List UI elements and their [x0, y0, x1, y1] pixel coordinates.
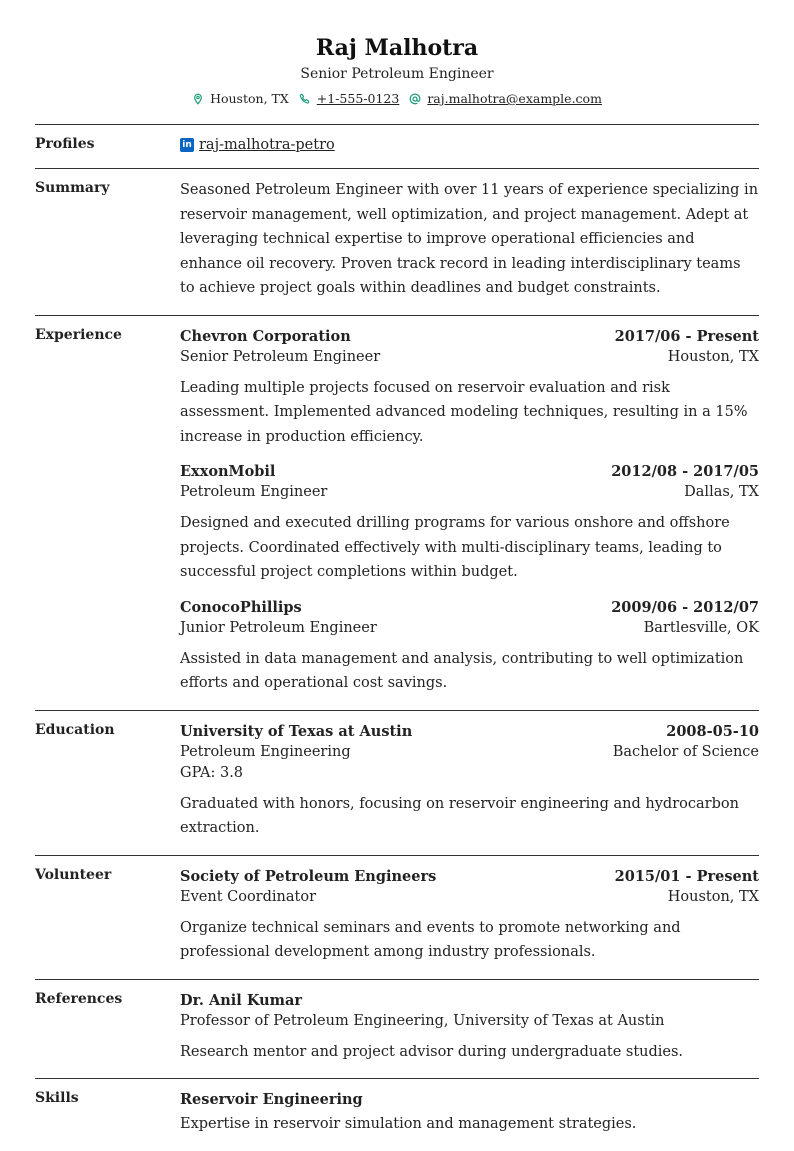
location-text: Houston, TX	[210, 91, 289, 106]
resume-header	[35, 0, 759, 108]
profiles-body	[180, 125, 759, 168]
at-sign-icon	[409, 93, 421, 105]
job-location: Dallas, TX	[684, 484, 759, 500]
skill-name: Reservoir Engineering	[180, 1091, 363, 1108]
resume-page	[35, 0, 759, 1151]
contact-email	[409, 90, 602, 108]
references-section	[35, 979, 759, 1079]
profiles-section	[35, 124, 759, 168]
skill-description: Expertise in reservoir simulation and management strategies.	[180, 1116, 637, 1132]
education-body	[180, 711, 759, 855]
experience-item	[180, 597, 759, 696]
company-name: ConocoPhillips	[180, 598, 302, 616]
date-range: 2012/08 - 2017/05	[611, 463, 759, 480]
section-title-references: References	[35, 990, 123, 1007]
person-headline: Senior Petroleum Engineer	[300, 66, 494, 82]
gpa-score: GPA: 3.8	[180, 764, 244, 781]
position-title: Petroleum Engineer	[180, 484, 328, 500]
job-description: Designed and executed drilling programs for various onshore and offshore projects. Coordinated effectively with multi-disciplinary teams, leading to successful project completions within budget.	[180, 515, 730, 580]
position-title: Senior Petroleum Engineer	[180, 348, 381, 365]
section-title-skills: Skills	[35, 1090, 79, 1106]
degree-type: Bachelor of Science	[612, 743, 759, 760]
job-description: Leading multiple projects focused on reservoir evaluation and risk assessment. Implemented advanced modeling techniques, resulting in a 15% increase in production efficiency.	[180, 379, 748, 445]
section-title-experience: Experience	[35, 326, 122, 343]
section-title-summary: Summary	[35, 180, 110, 196]
education-section	[35, 710, 759, 855]
volunteer-section	[35, 855, 759, 979]
section-title-volunteer: Volunteer	[35, 866, 112, 883]
company-name: Chevron Corporation	[180, 327, 351, 345]
date-range: 2009/06 - 2012/07	[611, 598, 759, 616]
job-location: Houston, TX	[667, 348, 759, 365]
volunteer-body	[180, 856, 759, 979]
email-link[interactable]: raj.malhotra@example.com	[427, 91, 602, 106]
contact-bar	[35, 90, 759, 108]
phone-link[interactable]: +1-555-0123	[316, 91, 400, 106]
experience-item	[180, 326, 759, 450]
institution-name: University of Texas at Austin	[180, 722, 413, 740]
volunteer-location: Houston, TX	[667, 888, 759, 905]
reference-name: Dr. Anil Kumar	[180, 991, 303, 1009]
job-location: Bartlesville, OK	[643, 619, 759, 636]
graduation-date: 2008-05-10	[666, 722, 759, 740]
organization-name: Society of Petroleum Engineers	[180, 867, 437, 885]
summary-section	[35, 168, 759, 315]
reference-role: Professor of Petroleum Engineering, University of Texas at Austin	[180, 1012, 665, 1029]
company-name: ExxonMobil	[180, 463, 276, 480]
linkedin-link[interactable]: raj-malhotra-petro	[199, 137, 335, 153]
map-pin-icon	[192, 93, 204, 105]
section-title-education: Education	[35, 721, 115, 738]
profile-linkedin	[180, 135, 759, 155]
date-range: 2015/01 - Present	[614, 867, 759, 885]
person-name: Raj Malhotra	[315, 35, 479, 61]
study-area: Petroleum Engineering	[180, 743, 351, 760]
phone-icon	[299, 93, 311, 105]
contact-phone	[299, 90, 400, 108]
volunteer-description: Organize technical seminars and events to promote networking and professional development among industry professionals.	[180, 919, 681, 960]
summary-text: Seasoned Petroleum Engineer with over 11 years of experience specializing in reservoir management, well optimization, and project management. Adept at leveraging technical expertise to improve operational efficiencies and enhance oil recovery. Proven track record in leading interdisciplinary teams to achieve project goals within deadlines and budget constraints.	[180, 182, 759, 296]
skills-body	[180, 1079, 759, 1151]
linkedin-icon: in	[180, 138, 194, 152]
skills-section	[35, 1078, 759, 1151]
experience-section	[35, 315, 759, 710]
experience-item	[180, 461, 759, 585]
contact-location	[192, 90, 289, 108]
position-title: Junior Petroleum Engineer	[180, 619, 377, 636]
section-title-profiles: Profiles	[35, 136, 95, 152]
job-description: Assisted in data management and analysis, contributing to well optimization efforts and operational cost savings.	[180, 650, 744, 691]
references-body	[180, 980, 759, 1079]
reference-description: Research mentor and project advisor during undergraduate studies.	[180, 1043, 684, 1060]
experience-body	[180, 316, 759, 710]
position-title: Event Coordinator	[180, 888, 317, 905]
education-description: Graduated with honors, focusing on reservoir engineering and hydrocarbon extraction.	[180, 795, 739, 836]
date-range: 2017/06 - Present	[614, 327, 759, 345]
summary-body	[180, 169, 759, 315]
